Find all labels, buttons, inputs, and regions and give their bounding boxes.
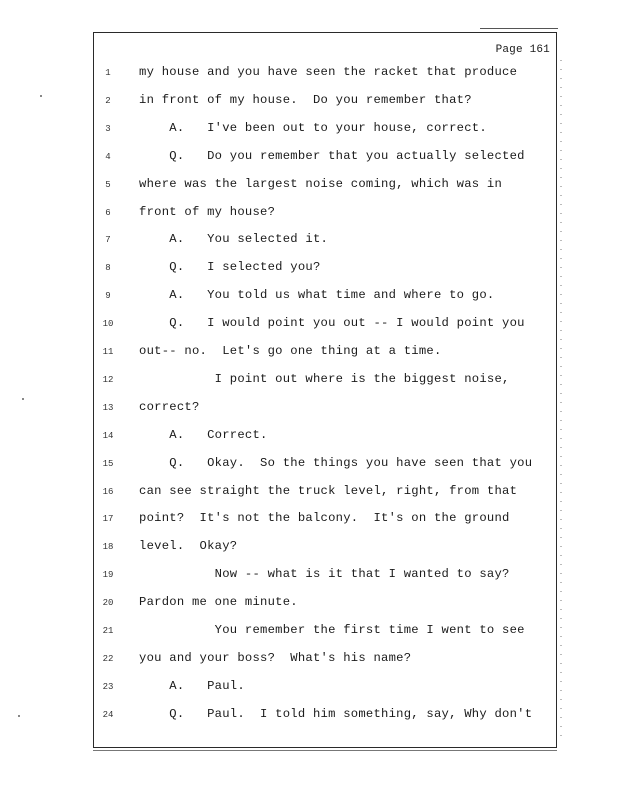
line-text: my house and you have seen the racket that produce (139, 65, 518, 79)
transcript-line (0, 428, 618, 448)
line-text: Pardon me one minute. (139, 595, 298, 610)
line-number: 24 (102, 709, 114, 720)
transcript-line (0, 707, 618, 727)
line-text: Q. I would point you out -- I would point you (139, 316, 525, 331)
transcript-line (0, 372, 618, 392)
scan-speck (40, 95, 42, 97)
line-number: 19 (102, 570, 114, 581)
transcript-line (0, 205, 618, 225)
transcript-line (0, 400, 618, 420)
line-text: Now -- what is it that I wanted to say? (139, 567, 510, 582)
line-number: 5 (105, 179, 111, 190)
transcript-line (0, 288, 618, 308)
line-text: A. You selected it. (139, 232, 329, 247)
line-number: 8 (105, 263, 111, 274)
line-text: can see straight the truck level, right, from that (139, 483, 518, 498)
line-number: 4 (105, 151, 111, 162)
line-text: level. Okay? (139, 539, 238, 554)
top-rule (480, 28, 558, 29)
transcript-line (0, 456, 618, 476)
transcript-line (0, 595, 618, 615)
transcript-line (0, 679, 618, 699)
line-text: out-- no. Let's go one thing at a time. (139, 344, 442, 358)
line-text: correct? (139, 399, 200, 414)
line-number: 21 (102, 626, 114, 636)
line-text: A. I've been out to your house, correct. (139, 120, 487, 135)
line-text: A. Paul. (139, 678, 245, 693)
line-text: Q. Okay. So the things you have seen that you (139, 455, 533, 470)
line-text: A. You told us what time and where to go. (139, 288, 495, 303)
transcript-line (0, 65, 618, 85)
line-number: 2 (105, 95, 111, 106)
line-number: 11 (102, 347, 114, 357)
line-text: where was the largest noise coming, which was in (139, 176, 503, 191)
line-number: 9 (105, 291, 111, 302)
transcript-line (0, 149, 618, 169)
transcript-line (0, 316, 618, 336)
line-text: I point out where is the biggest noise, (139, 371, 510, 386)
line-number: 16 (102, 486, 114, 497)
transcript-line (0, 484, 618, 504)
transcript-line (0, 121, 618, 141)
line-text: A. Correct. (139, 427, 268, 442)
line-number: 10 (102, 319, 114, 330)
line-number: 3 (105, 123, 111, 134)
transcript-line (0, 539, 618, 559)
transcript-line (0, 511, 618, 531)
line-number: 17 (102, 514, 114, 525)
line-number: 13 (102, 402, 114, 413)
line-number: 22 (102, 653, 114, 664)
transcript-line (0, 177, 618, 197)
line-text: point? It's not the balcony. It's on the ground (139, 511, 510, 526)
line-number: 20 (102, 598, 114, 609)
line-number: 18 (102, 542, 114, 553)
scan-speck (22, 398, 24, 400)
line-text: Q. Do you remember that you actually selected (139, 148, 525, 163)
line-text: Q. I selected you? (139, 260, 321, 275)
transcript-line (0, 260, 618, 280)
line-number: 12 (102, 374, 114, 385)
transcript-line (0, 93, 618, 113)
transcript-line (0, 232, 618, 252)
line-number: 14 (102, 430, 114, 441)
line-number: 6 (105, 207, 111, 218)
bottom-rule (93, 750, 557, 751)
line-text: You remember the first time I went to see (139, 623, 525, 637)
line-text: in front of my house. Do you remember that? (139, 92, 472, 107)
transcript-line (0, 651, 618, 671)
line-number: 1 (105, 68, 111, 78)
page-number: Page 161 (495, 44, 550, 56)
transcript-line (0, 344, 618, 364)
line-number: 23 (102, 681, 114, 692)
scan-speck (18, 715, 20, 717)
transcript-line (0, 623, 618, 643)
transcript-line (0, 567, 618, 587)
line-text: Q. Paul. I told him something, say, Why don't (139, 706, 533, 721)
line-number: 7 (105, 235, 111, 246)
line-text: front of my house? (139, 204, 276, 219)
line-number: 15 (102, 458, 114, 469)
line-text: you and your boss? What's his name? (139, 650, 412, 665)
